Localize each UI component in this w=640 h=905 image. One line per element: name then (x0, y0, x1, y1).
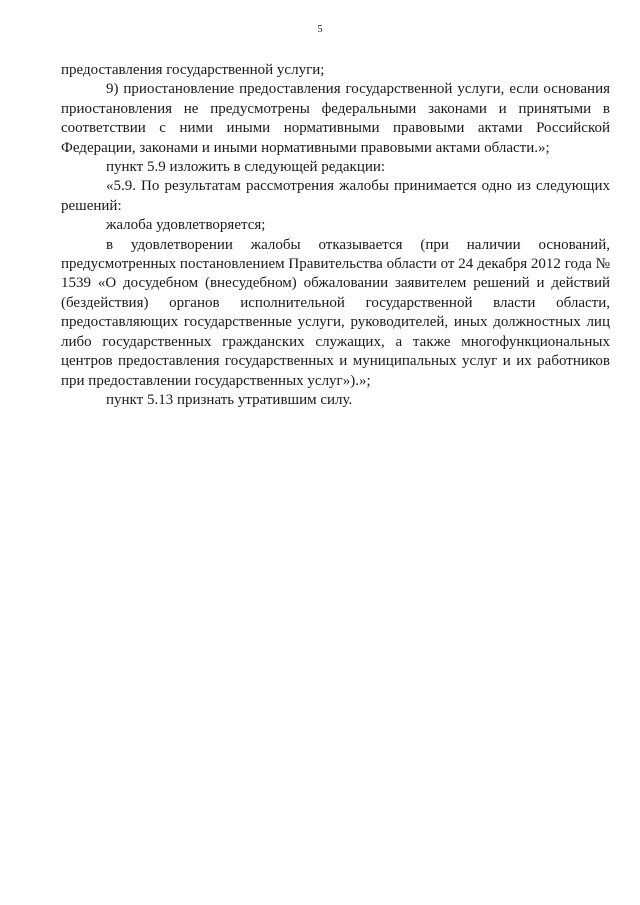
paragraph-5-13-void: пункт 5.13 признать утратившим силу. (106, 391, 353, 408)
document-body (61, 61, 610, 410)
paragraph-5-9-text: «5.9. По результатам рассмотрения жалобы принимается одно из следующих решений: (61, 178, 610, 214)
paragraph-complaint-refused: в удовлетворении жалобы отказывается (при наличии оснований, предусмотренных постановлением Правительства области от 24 декабря 2012 года № 1539 «О досудебном (внесудебном) обжаловании заявителем решений и действий (бездействия) органов исполнительной государственной власти области, предоставляющих государственные услуги, руководителей, иных должностных лиц либо государственных гражданских служащих, а также многофункциональных центров предоставления государственных и муниципальных услуг и их работников при предоставлении государственных услуг»).»; (61, 236, 610, 389)
page-number: 5 (317, 24, 323, 35)
paragraph-item-9: 9) приостановление предоставления государственной услуги, если основания приостановления не предусмотрены федеральными законами и принятыми в соответствии с ними иными нормативными правовыми актами Российской Федерации, законами и иными нормативными правовыми актами области.»; (61, 81, 610, 156)
paragraph-complaint-satisfied: жалоба удовлетворяется; (106, 217, 266, 234)
paragraph-amend-5-9: пункт 5.9 изложить в следующей редакции: (106, 159, 386, 176)
paragraph-continuation: предоставления государственной услуги; (61, 62, 325, 78)
